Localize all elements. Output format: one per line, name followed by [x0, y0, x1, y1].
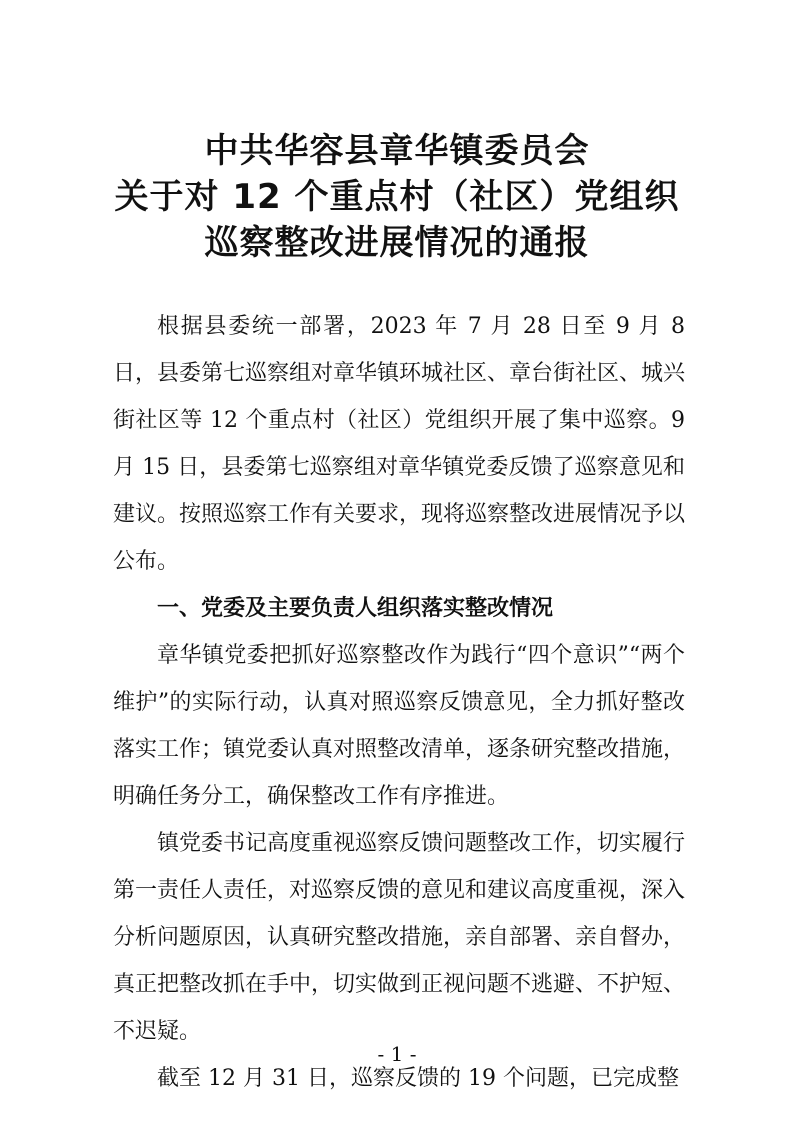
body-paragraph: 截至 12 月 31 日，巡察反馈的 19 个问题，已完成整 — [157, 1066, 679, 1091]
title-line-1: 中共华容县章华镇委员会 — [204, 131, 590, 171]
section-heading: 一、党委及主要负责人组织落实整改情况 — [157, 596, 554, 621]
body-paragraph: 章华镇党委把抓好巡察整改作为践行“四个意识”“两个维护”的实际行动，认真对照巡察反馈意见，全力抓好整改落实工作；镇党委认真对照整改清单，逐条研究整改措施，明确任务分工，确保整改工作有序推进。 — [113, 643, 686, 809]
title-line-2: 关于对 12 个重点村（社区）党组织 — [114, 177, 680, 217]
document-title — [0, 128, 794, 266]
document-body — [113, 303, 685, 1102]
intro-paragraph: 根据县委统一部署，2023 年 7 月 28 日至 9 月 8 日，县委第七巡察组对章华镇环城社区、章台街社区、城兴街社区等 12 个重点村（社区）党组织开展了集中巡察。9 月 15 日，县委第七巡察组对章华镇党委反馈了巡察意见和建议。按照巡察工作有关要求，现将巡察整改进展情况予以公布。 — [113, 314, 686, 574]
title-line-3: 巡察整改进展情况的通报 — [204, 223, 590, 263]
page-number: - 1 - — [377, 1042, 417, 1066]
body-paragraph: 镇党委书记高度重视巡察反馈问题整改工作，切实履行第一责任人责任，对巡察反馈的意见和建议高度重视，深入分析问题原因，认真研究整改措施，亲自部署、亲自督办，真正把整改抓在手中，切实做到正视问题不逃避、不护短、不迟疑。 — [113, 831, 686, 1044]
